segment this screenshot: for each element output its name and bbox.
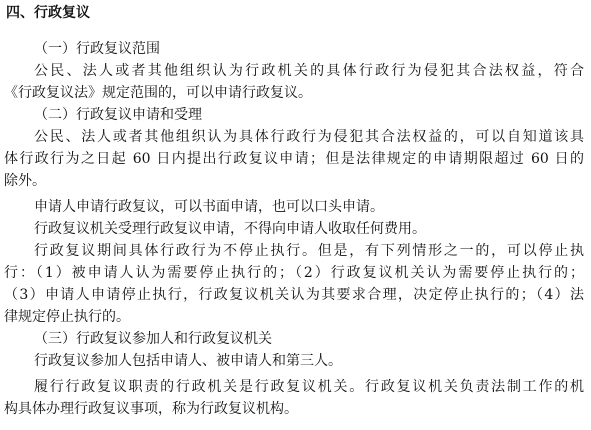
paragraph-line: 履行行政复议职责的行政机关是行政复议机关。行政复议机关负责法制工作的机 <box>34 379 584 395</box>
paragraph-line: （3）申请人申请停止执行，行政复议机关认为其要求合理，决定停止执行的；（4）法 <box>4 287 584 303</box>
paragraph-line: 申请人申请行政复议，可以书面申请，也可以口头申请。 <box>34 199 384 215</box>
paragraph-line: 公民、法人或者其他组织认为具体行政行为侵犯其合法权益的，可以自知道该具 <box>34 129 584 145</box>
paragraph-line: 行政复议期间具体行政行为不停止执行。但是，有下列情形之一的，可以停止执 <box>34 243 584 259</box>
paragraph-line: 体行政行为之日起 60 日内提出行政复议申请；但是法律规定的申请期限超过 60 日的 <box>4 151 584 167</box>
subsection-heading-scope: （一）行政复议范围 <box>34 41 160 57</box>
paragraph-line: 除外。 <box>4 173 46 189</box>
paragraph-line: 行政复议机关受理行政复议申请，不得向申请人收取任何费用。 <box>34 221 426 237</box>
subsection-heading-participants: （三）行政复议参加人和行政复议机关 <box>34 331 272 347</box>
paragraph-line: 《行政复议法》规定范围的，可以申请行政复议。 <box>4 85 312 101</box>
paragraph-line: 公民、法人或者其他组织认为行政机关的具体行政行为侵犯其合法权益，符合 <box>34 63 584 79</box>
paragraph-line: 律规定停止执行的。 <box>4 309 130 325</box>
subsection-heading-application: （二）行政复议申请和受理 <box>34 107 202 123</box>
paragraph-line: 行政复议参加人包括申请人、被申请人和第三人。 <box>34 353 342 369</box>
section-heading: 四、行政复议 <box>6 5 90 21</box>
paragraph-line: 行：（1）被申请人认为需要停止执行的；（2）行政复议机关认为需要停止执行的； <box>4 265 584 281</box>
paragraph-line: 构具体办理行政复议事项，称为行政复议机构。 <box>4 401 298 417</box>
